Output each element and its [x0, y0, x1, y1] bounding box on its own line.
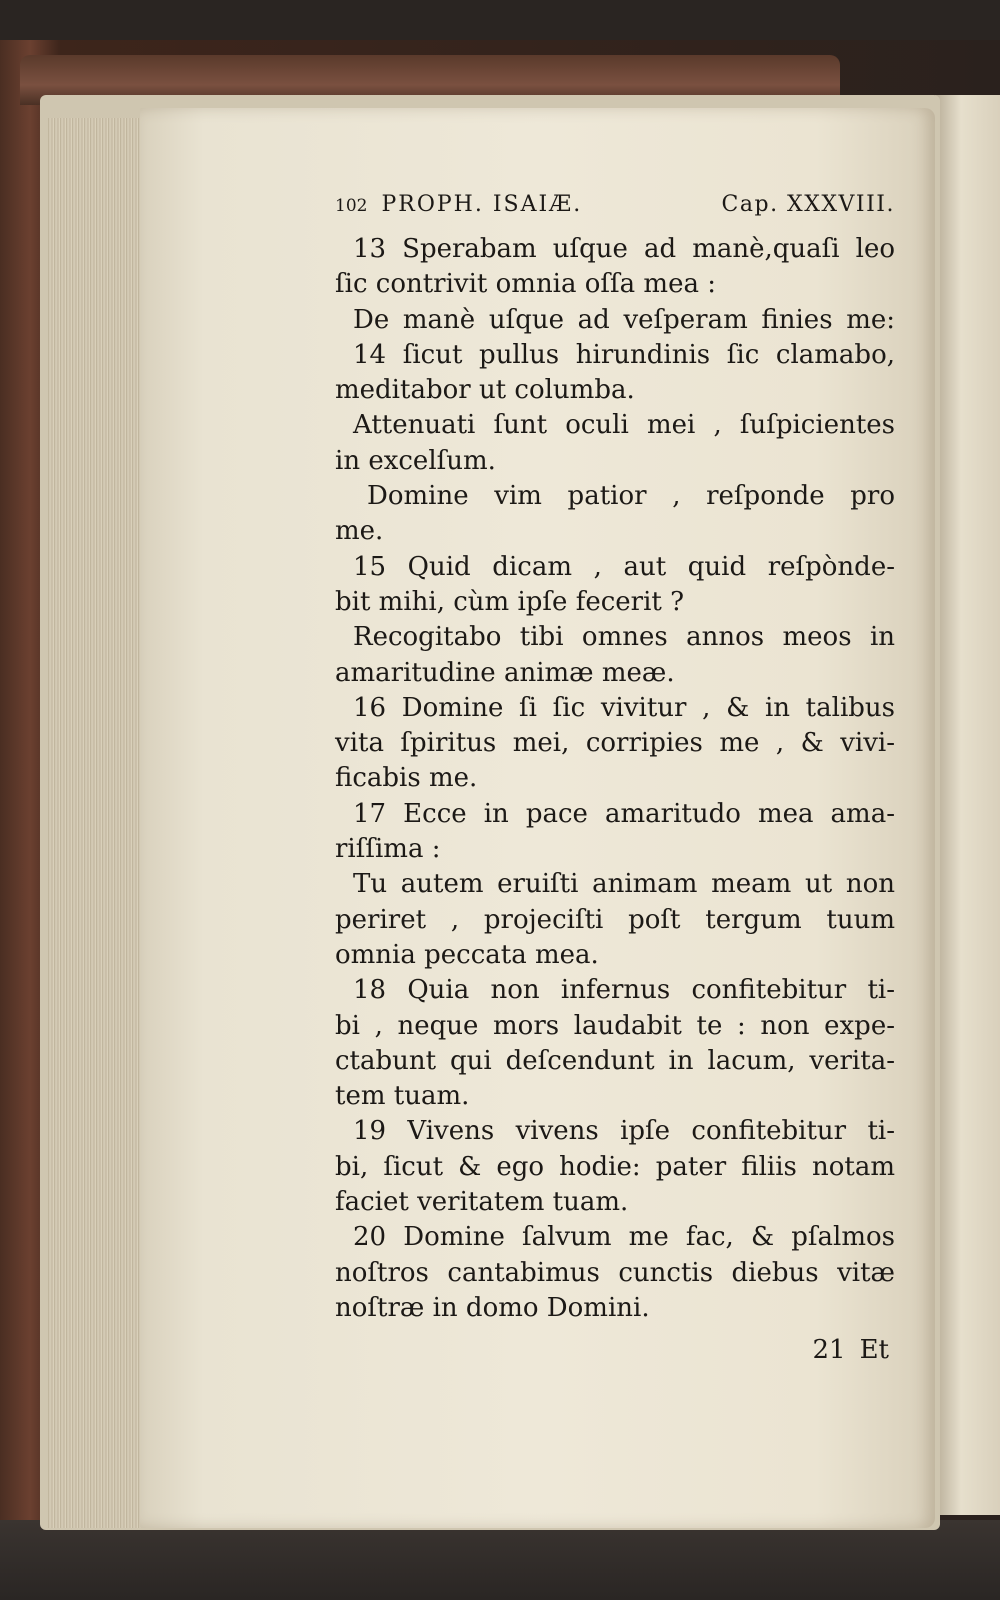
text-line: bit mihi, cùm ipſe fecerit ? [335, 586, 685, 617]
chapter-label: Cap. XXXVIII. [721, 192, 895, 217]
text-line: meditabor ut columba. [335, 375, 635, 406]
text-line: De manè uſque ad veſperam finies me: [353, 304, 895, 335]
running-title: PROPH. ISAIÆ. [381, 192, 583, 217]
text-line: noſtros cantabimus cunctis diebus vitæ [335, 1257, 895, 1288]
text-line: 19 Vivens vivens ipſe confitebitur ti- [353, 1116, 895, 1147]
text-line: 13 Sperabam uſque ad manè,quaſi leo [353, 234, 895, 264]
text-line: 18 Quia non infernus confitebitur ti- [353, 975, 895, 1006]
text-line: bi, ſicut & ego hodie: pater filiis notam [335, 1151, 895, 1182]
text-line: Tu autem eruiſti animam meam ut non [353, 869, 895, 900]
text-line: bi , neque mors laudabit te : non expe- [335, 1010, 895, 1041]
text-line: riſſima : [335, 834, 441, 865]
background-surface [0, 1520, 1000, 1600]
page-number: 102 [335, 196, 368, 216]
page-header [335, 192, 895, 232]
text-line: amaritudine animæ meæ. [335, 657, 675, 688]
facing-page-edge [935, 95, 1000, 1515]
text-line: Recogitabo tibi omnes annos meos in [353, 622, 895, 653]
text-line: 17 Ecce in pace amaritudo mea ama- [353, 798, 895, 829]
text-line: Domine vim patior , reſponde pro [367, 481, 895, 512]
text-line: 16 Domine ſi ſic vivitur , & in talibus [353, 692, 895, 723]
text-line: 20 Domine ſalvum me fac, & pſalmos [353, 1222, 895, 1253]
catchword-word: Et [859, 1335, 889, 1366]
page-text [335, 192, 895, 1370]
text-line: ficabis me. [335, 763, 478, 794]
text-line: periret , projeciſti poſt tergum tuum [335, 904, 895, 935]
text-line: omnia peccata mea. [335, 939, 599, 970]
text-line: faciet veritatem tuam. [335, 1187, 629, 1218]
text-line: noſtræ in domo Domini. [335, 1292, 650, 1323]
text-line: me. [335, 516, 384, 547]
text-line: in excelſum. [335, 445, 496, 476]
catchword [335, 1330, 895, 1370]
text-line: Attenuati ſunt oculi mei , ſuſpicientes [353, 410, 895, 441]
text-line: ctabunt qui deſcendunt in lacum, verita- [335, 1045, 895, 1076]
text-line: ſic contrivit omnia oſſa mea : [335, 269, 716, 300]
text-line: vita ſpiritus mei, corripies me , & vivi- [335, 728, 895, 759]
text-line: tem tuam. [335, 1081, 470, 1112]
text-line: 15 Quid dicam , aut quid reſpònde- [353, 551, 895, 582]
text-line: 14 ſicut pullus hirundinis ſic clamabo, [353, 339, 895, 370]
catchword-verse: 21 [812, 1335, 846, 1366]
page-edges [48, 118, 149, 1528]
